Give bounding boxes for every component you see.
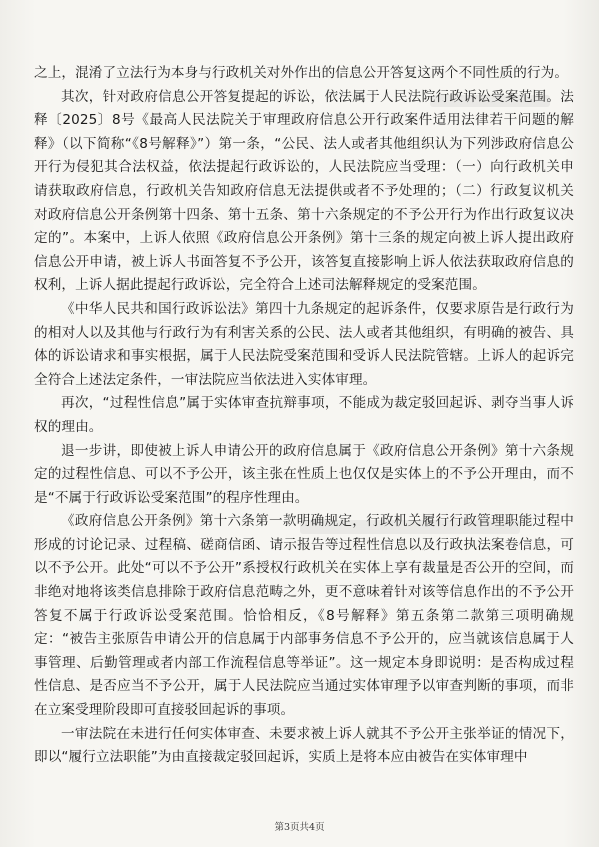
paragraph-6: 《政府信息公开条例》第十六条第一款明确规定，行政机关履行行政管理职能过程中形成的讨论记录、过程稿、磋商信函、请示报告等过程性信息以及行政执法案卷信息，可以不予公开。此处“可以不予公开”系授权行政机关在实体上享有裁量是否公开的空间，而非绝对地将该类信息排除于政府信息范畴之外，更不意味着针对该等信息作出的不予公开答复不属于行政诉讼受案范围。恰恰相反，《8号解释》第五条第二款第三项明确规定：“被告主张原告申请公开的信息属于内部事务信息不予公开的，应当就该信息属于人事管理、后勤管理或者内部工作流程信息等举证”。这一规定本身即说明：是否构成过程性信息、是否应当不予公开，属于人民法院应当通过实体审理予以审查判断的事项，而非在立案受理阶段即可直接驳回起诉的事项。 (34, 513, 574, 719)
paragraph-7: 一审法院在未进行任何实体审查、未要求被上诉人就其不予公开主张举证的情况下，即以“履行立法职能”为由直接裁定驳回起诉，实质上是将本应由被告在实体审理中 (34, 725, 574, 766)
paragraph-5: 退一步讲，即使被上诉人申请公开的政府信息属于《政府信息公开条例》第十六条规定的过程性信息、可以不予公开，该主张在性质上也仅仅是实体上的不予公开理由，而不是“不属于行政诉讼受案范围”的程序性理由。 (34, 442, 574, 506)
paragraph-1: 之上，混淆了立法行为本身与行政机关对外作出的信息公开答复这两个不同性质的行为。 (34, 65, 569, 81)
document-body (34, 62, 574, 770)
paragraph-4: 再次，“过程性信息”属于实体审查抗辩事项，不能成为裁定驳回起诉、剥夺当事人诉权的理由。 (34, 395, 574, 435)
paragraph-2: 其次，针对政府信息公开答复提起的诉讼，依法属于人民法院行政诉讼受案范围。法释〔2025〕8号《最高人民法院关于审理政府信息公开行政案件适用法律若干问题的解释》（以下简称“《8号解释》”）第一条，“公民、法人或者其他组织认为下列涉政府信息公开行为侵犯其合法权益，依法提起行政诉讼的，人民法院应当受理：（一）向行政机关申请获取政府信息，行政机关告知政府信息无法提供或者不予处理的；（二）行政复议机关对政府信息公开条例第十四条、第十五条、第十六条规定的不予公开行为作出行政复议决定的”。本案中，上诉人依照《政府信息公开条例》第十三条的规定向被上诉人提出政府信息公开申请，被上诉人书面答复不予公开，该答复直接影响上诉人依法获取政府信息的权利，上诉人据此提起行政诉讼，完全符合上述司法解释规定的受案范围。 (34, 88, 574, 294)
paragraph-3: 《中华人民共和国行政诉讼法》第四十九条规定的起诉条件，仅要求原告是行政行为的相对人以及其他与行政行为有利害关系的公民、法人或者其他组织，有明确的被告、具体的诉讼请求和事实根据，属于人民法院受案范围和受诉人民法院管辖。上诉人的起诉完全符合上述法定条件，一审法院应当依法进入实体审理。 (34, 300, 574, 388)
page-number-footer: 第3页共4页 (274, 822, 325, 833)
